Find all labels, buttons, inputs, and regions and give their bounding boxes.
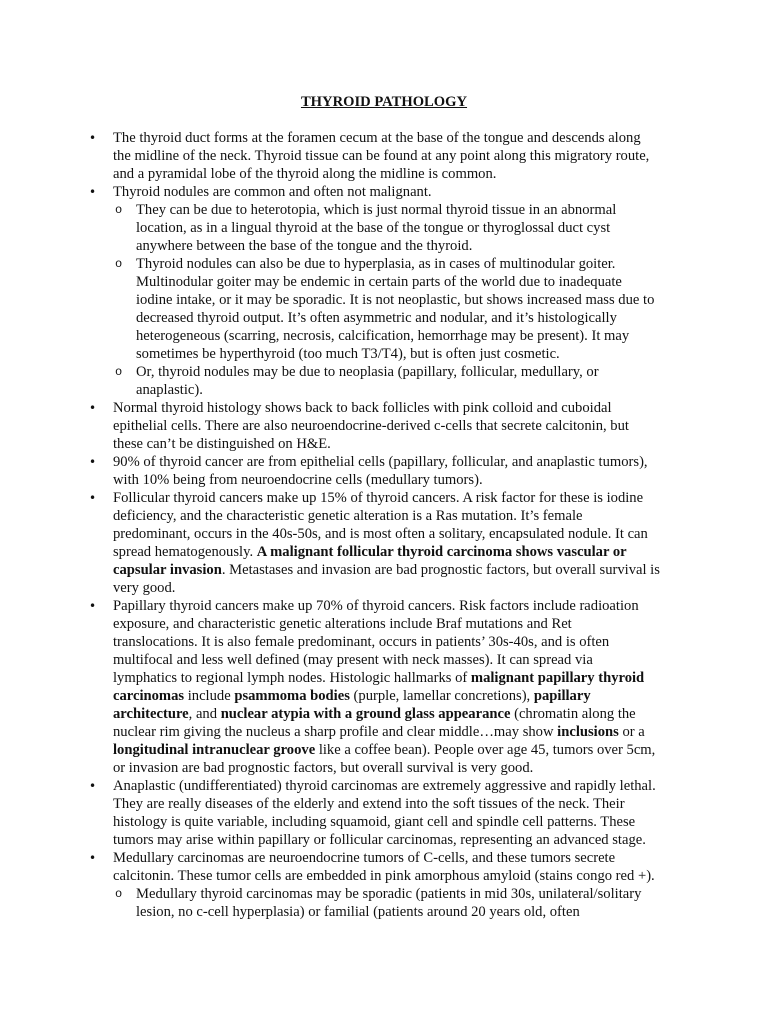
bold-text: papillary architecture (113, 688, 591, 722)
sub-bullet-list (113, 201, 660, 399)
list-item (0, 489, 768, 597)
bold-text: A malignant follicular thyroid carcinoma shows vascular or capsular invasion (113, 544, 627, 578)
sub-bullet-text: Thyroid nodules can also be due to hyperplasia, as in cases of multinodular goiter. Multinodular goiter may be endemic in certain parts of the world due to inadequate iodine intake, or it may be sporadic. It is not neoplastic, but shows increased mass due to decreased thyroid output. It’s often asymmetric and nodular, and it’s histologically heterogeneous (scarring, necrosis, calcification, hemorrhage may be present). It may sometimes be hyperthyroid (too much T3/T4), but is often just cosmetic. (136, 256, 655, 362)
bullet-text: Anaplastic (undifferentiated) thyroid carcinomas are extremely aggressive and rapidly lethal. They are really diseases of the elderly and extend into the soft tissues of the neck. Their histology is quite variable, including squamoid, giant cell and spindle cell patterns. These tumors may arise within papillary or follicular carcinomas, representing an advanced stage. (113, 778, 656, 848)
bold-text: inclusions (557, 724, 619, 740)
list-item (0, 777, 768, 849)
bullet-text: include (184, 688, 235, 704)
bullet-text: Thyroid nodules are common and often not malignant. (113, 184, 432, 200)
list-item (0, 597, 768, 777)
sub-list-item (113, 201, 660, 255)
sub-list-item (113, 885, 660, 921)
page-title: THYROID PATHOLOGY (300, 94, 468, 110)
bullet-text: The thyroid duct forms at the foramen cecum at the base of the tongue and descends along the midline of the neck. Thyroid tissue can be found at any point along this migratory route, and a pyramidal lobe of the thyroid along the midline is common. (113, 130, 650, 182)
list-item (0, 183, 768, 399)
bullet-text: . Metastases and invasion are bad prognostic factors, but overall survival is very good. (113, 562, 660, 596)
sub-list-item (113, 363, 660, 399)
sub-bullet-text: They can be due to heterotopia, which is just normal thyroid tissue in an abnormal location, as in a lingual thyroid at the base of the tongue or thyroglossal duct cyst anywhere between the base of the tongue and the thyroid. (136, 202, 617, 254)
sub-bullet-text: Or, thyroid nodules may be due to neoplasia (papillary, follicular, medullary, or anaplastic). (136, 364, 599, 398)
bullet-text: (chromatin along the nuclear rim giving the nucleus a sharp profile and clear middle…may show (113, 706, 636, 740)
bullet-text: , and (188, 706, 221, 722)
bullet-text: like a coffee bean). People over age 45, tumors over 5cm, or invasion are bad prognostic factors, but overall survival is very good. (113, 742, 656, 776)
bullet-text: (purple, lamellar concretions), (349, 688, 534, 704)
bullet-text: 90% of thyroid cancer are from epithelial cells (papillary, follicular, and anaplastic tumors), with 10% being from neuroendocrine cells (medullary tumors). (113, 454, 648, 488)
bullet-text: Follicular thyroid cancers make up 15% of thyroid cancers. A risk factor for these is iodine deficiency, and the characteristic genetic alteration is a Ras mutation. It’s female predominant, occurs in the 40s-50s, and is most often a solitary, encapsulated nodule. It can spread hematogenously. (113, 490, 648, 560)
bullet-text: Medullary carcinomas are neuroendocrine tumors of C-cells, and these tumors secrete calcitonin. These tumor cells are embedded in pink amorphous amyloid (stains congo red +). (113, 850, 655, 884)
sub-bullet-text: Medullary thyroid carcinomas may be sporadic (patients in mid 30s, unilateral/solitary lesion, no c-cell hyperplasia) or familial (patients around 20 years old, often (136, 886, 642, 920)
bold-text: psammoma bodies (234, 688, 350, 704)
sub-bullet-list (113, 885, 660, 921)
bullet-text: Papillary thyroid cancers make up 70% of thyroid cancers. Risk factors include radioation exposure, and characteristic genetic alterations include Braf mutations and Ret translocations. It is also female predominant, occurs in patients’ 30s-40s, and is often multifocal and less well defined (may present with neck masses). It can spread via lymphatics to regional lymph nodes. Histologic hallmarks of (113, 598, 639, 686)
bold-text: longitudinal intranuclear groove (113, 742, 316, 758)
bullet-text: Normal thyroid histology shows back to back follicles with pink colloid and cuboidal epithelial cells. There are also neuroendocrine-derived c-cells that secrete calcitonin, but these can’t be distinguished on H&E. (113, 400, 629, 452)
list-item (0, 453, 768, 489)
bold-text: nuclear atypia with a ground glass appearance (220, 706, 511, 722)
list-item (0, 849, 768, 921)
bold-text: malignant papillary thyroid carcinomas (113, 670, 645, 704)
sub-list-item (113, 255, 660, 363)
main-bullet-list (0, 129, 768, 921)
bullet-text: or a (618, 724, 645, 740)
list-item (0, 399, 768, 453)
list-item (0, 129, 768, 183)
